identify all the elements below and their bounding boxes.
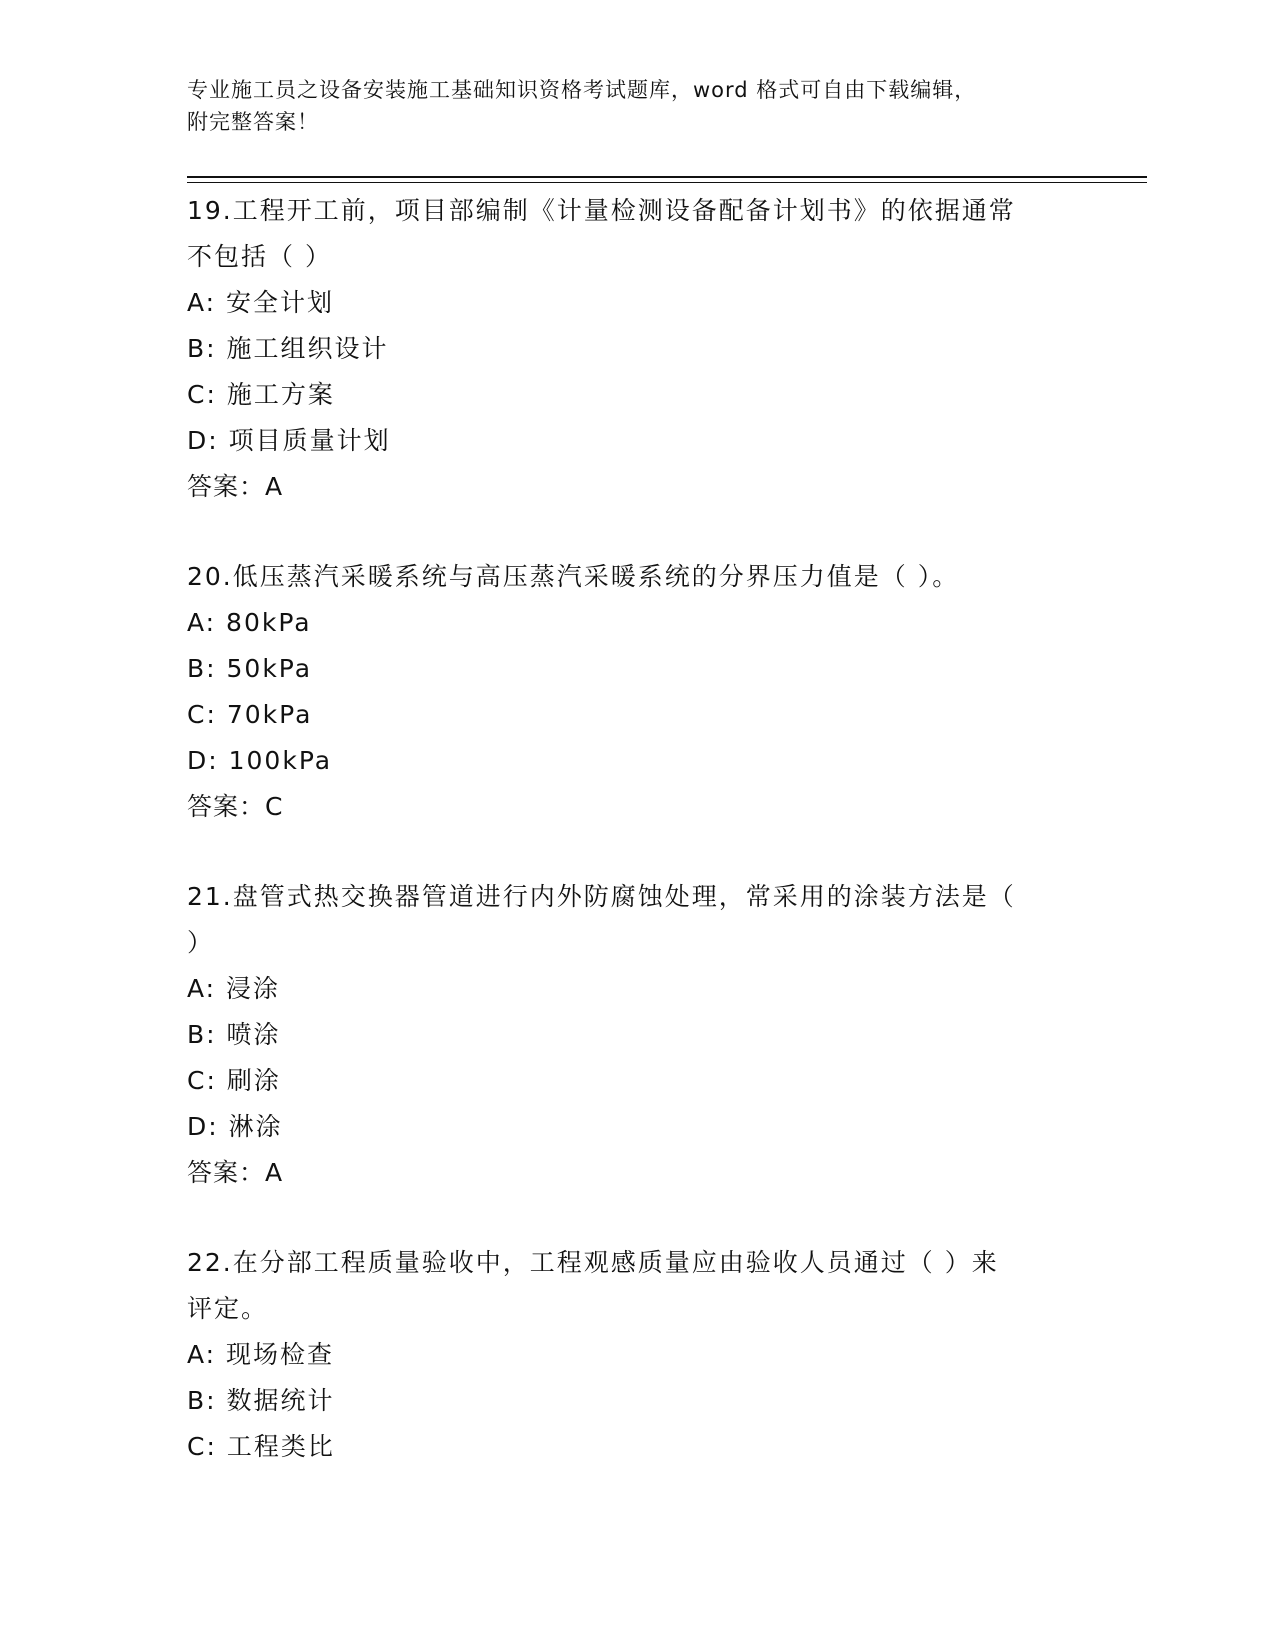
option-a: A: 现场检查 <box>187 1340 335 1369</box>
question-stem: 不包括（ ） <box>187 242 332 271</box>
question-stem: ） <box>187 928 215 957</box>
answer-line: 答案：A <box>187 472 284 501</box>
option-c: C: 刷涂 <box>187 1066 281 1095</box>
question-19 <box>187 188 1087 510</box>
question-stem: 22.在分部工程质量验收中，工程观感质量应由验收人员通过（ ）来 <box>187 1248 999 1277</box>
header-divider-thin <box>187 182 1147 183</box>
question-stem: 19.工程开工前，项目部编制《计量检测设备配备计划书》的依据通常 <box>187 196 1016 225</box>
option-c: C: 施工方案 <box>187 380 335 409</box>
option-b: B: 数据统计 <box>187 1386 335 1415</box>
option-d: D: 项目质量计划 <box>187 426 391 455</box>
answer-line: 答案：C <box>187 792 284 821</box>
option-a: A: 浸涂 <box>187 974 281 1003</box>
question-20 <box>187 554 1087 830</box>
option-b: B: 喷涂 <box>187 1020 281 1049</box>
option-b: B: 50kPa <box>187 654 313 683</box>
option-d: D: 100kPa <box>187 746 333 775</box>
option-c: C: 70kPa <box>187 700 313 729</box>
answer-line: 答案：A <box>187 1158 284 1187</box>
header-line-1: 专业施工员之设备安装施工基础知识资格考试题库，word 格式可自由下载编辑， <box>187 78 977 102</box>
question-list <box>187 188 1087 1514</box>
option-c: C: 工程类比 <box>187 1432 335 1461</box>
option-b: B: 施工组织设计 <box>187 334 389 363</box>
document-header <box>187 74 1067 138</box>
question-stem: 21.盘管式热交换器管道进行内外防腐蚀处理，常采用的涂装方法是（ <box>187 882 1016 911</box>
question-21 <box>187 874 1087 1196</box>
option-a: A: 安全计划 <box>187 288 335 317</box>
header-divider-thick <box>187 176 1147 178</box>
option-a: A: 80kPa <box>187 608 312 637</box>
question-22 <box>187 1240 1087 1470</box>
option-d: D: 淋涂 <box>187 1112 283 1141</box>
question-stem: 评定。 <box>187 1294 269 1323</box>
question-stem: 20.低压蒸汽采暖系统与高压蒸汽采暖系统的分界压力值是（ ）。 <box>187 562 960 591</box>
header-line-2: 附完整答案！ <box>187 110 319 134</box>
